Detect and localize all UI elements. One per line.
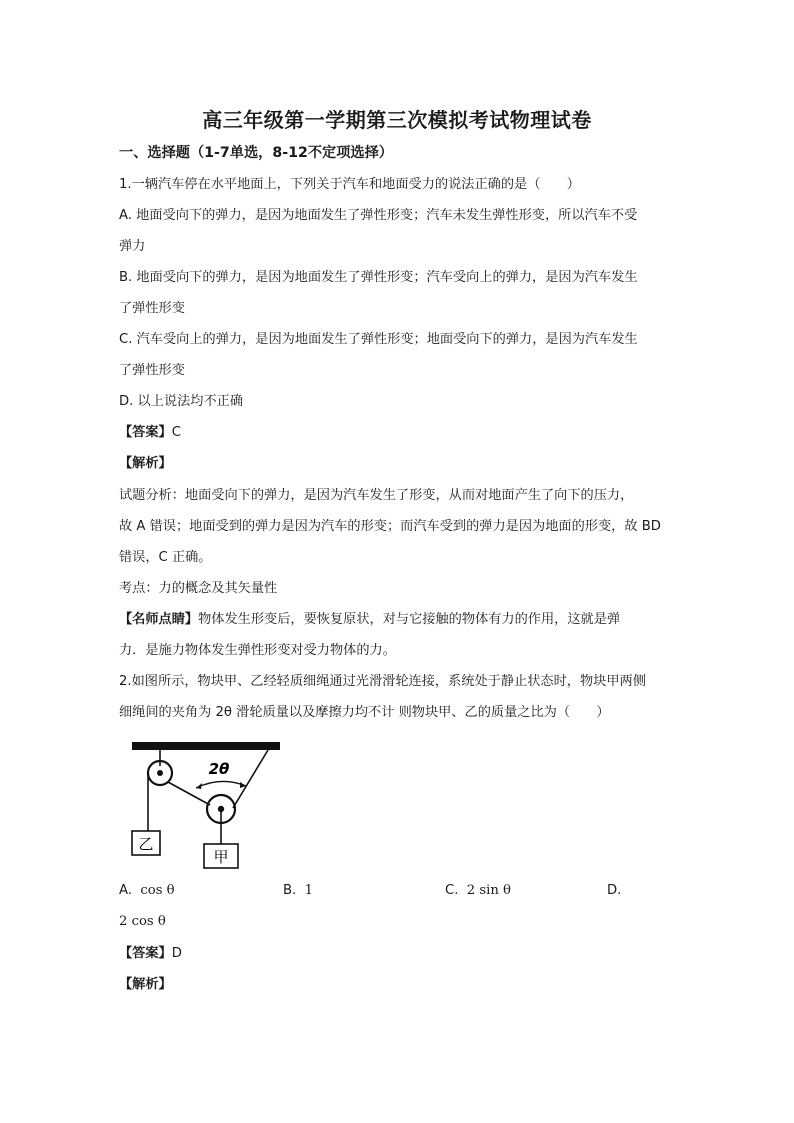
movable-pulley-axle — [218, 806, 224, 812]
q2-option-d-value: 2 cos θ — [119, 914, 166, 929]
q2-option-b-value: 1 — [304, 883, 314, 898]
rope-right-segment — [233, 750, 268, 808]
q2-option-a — [119, 883, 175, 898]
q1-option-c-cont: 了弹性形变 — [119, 363, 185, 378]
section-heading: 一、选择题（1-7单选，8-12不定项选择） — [119, 145, 393, 161]
q1-analysis-line-1: 试题分析：地面受向下的弹力，是因为汽车发生了形变，从而对地面产生了向下的压力， — [119, 488, 634, 503]
q2-stem-cont: 细绳间的夹角为 2θ 滑轮质量以及摩擦力均不计 则物块甲、乙的质量之比为（ ） — [119, 705, 610, 720]
q1-tip-cont: 力．是施力物体发生弹性形变对受力物体的力。 — [119, 643, 396, 658]
answer-value: C — [171, 425, 181, 440]
fixed-pulley-axle — [157, 770, 163, 776]
q2-option-b-letter: B. — [283, 883, 297, 898]
q2-option-c-letter: C. — [445, 883, 459, 898]
tip-text: 物体发生形变后，要恢复原状，对与它接触的物体有力的作用，这就是弹 — [198, 612, 621, 627]
q2-answer-tag: 【答案】 — [119, 946, 172, 961]
q2-option-a-value: cos θ — [140, 883, 175, 898]
tip-tag: 【名师点睛】 — [119, 612, 199, 627]
angle-arrow-left — [196, 783, 202, 789]
q2-answer-value: D — [171, 946, 182, 961]
q1-analysis-line-2: 故 A 错误；地面受到的弹力是因为汽车的形变；而汽车受到的弹力是因为地面的形变，故 BD — [119, 519, 661, 534]
answer-tag: 【答案】 — [119, 425, 172, 440]
q1-analysis-tag: 【解析】 — [119, 456, 172, 471]
page-title: 高三年级第一学期第三次模拟考试物理试卷 — [202, 108, 592, 132]
q1-option-b: B. 地面受向下的弹力，是因为地面发生了弹性形变；汽车受向上的弹力，是因为汽车发生 — [119, 270, 638, 285]
q2-answer — [119, 945, 182, 963]
q2-option-a-letter: A. — [119, 883, 132, 898]
block-jia-label: 甲 — [213, 848, 229, 866]
angle-label: 2θ — [208, 760, 230, 778]
q2-analysis-tag: 【解析】 — [119, 977, 172, 992]
q1-tip — [119, 611, 620, 629]
q1-option-b-cont: 了弹性形变 — [119, 301, 185, 316]
block-yi-label: 乙 — [138, 835, 154, 853]
q1-option-c: C. 汽车受向上的弹力，是因为地面发生了弹性形变；地面受向下的弹力，是因为汽车发生 — [119, 332, 638, 347]
q2-option-c-value: 2 sin θ — [466, 883, 511, 898]
q1-option-a: A. 地面受向下的弹力，是因为地面发生了弹性形变；汽车未发生弹性形变，所以汽车不受 — [119, 208, 638, 223]
q2-option-b — [283, 883, 313, 898]
q2-option-d: D. — [607, 883, 622, 898]
q1-option-a-cont: 弹力 — [119, 239, 146, 254]
q1-analysis-line-3: 错误，C 正确。 — [119, 550, 212, 565]
q1-kaodian: 考点：力的概念及其矢量性 — [119, 581, 278, 596]
angle-arc — [196, 781, 246, 788]
q2-option-c — [445, 883, 511, 898]
q1-stem: 1.一辆汽车停在水平地面上，下列关于汽车和地面受力的说法正确的是（ ） — [119, 177, 580, 192]
q1-answer — [119, 424, 181, 442]
q2-stem: 2.如图所示，物块甲、乙经轻质细绳通过光滑滑轮连接，系统处于静止状态时，物块甲两侧 — [119, 674, 646, 689]
pulley-figure — [124, 736, 289, 872]
ceiling-bar — [132, 742, 280, 750]
q1-option-d: D. 以上说法均不正确 — [119, 394, 244, 409]
